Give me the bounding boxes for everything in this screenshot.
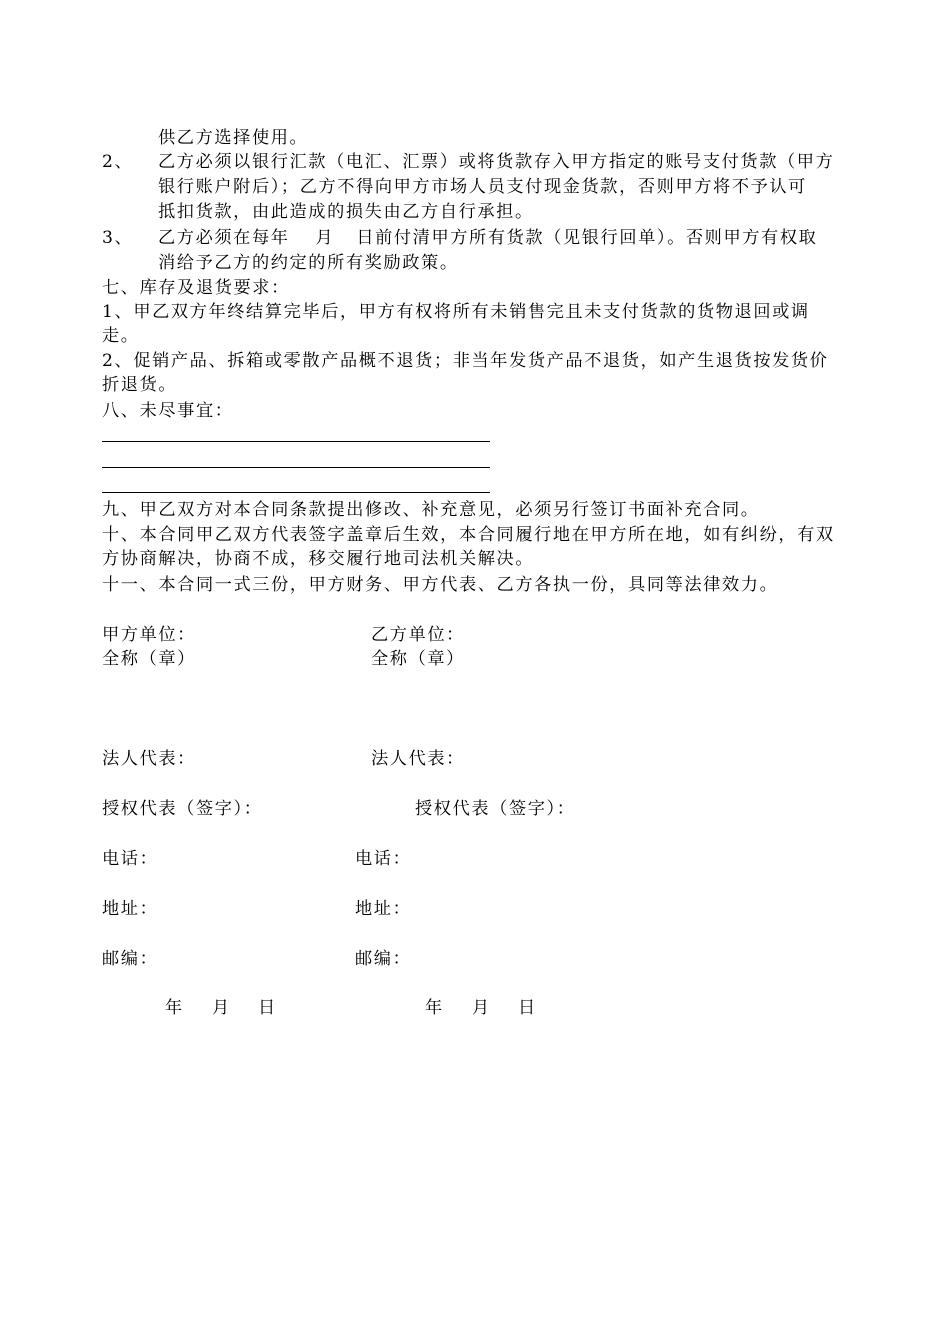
party-a-fullname-label: 全称（章） [102,649,196,669]
party-b-phone-label: 电话： [355,849,412,869]
party-b-date-month: 月 [472,998,491,1018]
party-b-fullname-label: 全称（章） [371,649,465,669]
blank-line-3 [102,492,490,493]
sec6-item3-text-b: 月 [315,228,335,248]
party-b-date-day: 日 [518,998,537,1018]
party-a-postcode-label: 邮编： [102,949,159,969]
party-a-unit-label: 甲方单位： [102,625,196,645]
party-b-auth-rep-label: 授权代表（签字）： [415,799,576,819]
sec6-item3-number: 3、 [102,228,134,248]
party-a-date-month: 月 [212,998,231,1018]
party-b-legal-rep-label: 法人代表： [371,749,465,769]
sec10-line2: 方协商解决，协商不成，移交履行地司法机关解决。 [102,549,535,569]
sec9-text: 九、甲乙双方对本合同条款提出修改、补充意见，必须另行签订书面补充合同。 [102,500,760,520]
sec7-para1-line1: 1、甲乙双方年终结算完毕后，甲方有权将所有未销售完且未支付货款的货物退回或调 [102,302,810,322]
sec7-heading: 七、库存及退货要求： [102,278,290,298]
party-a-phone-label: 电话： [102,849,159,869]
sec7-para2-line2: 折退货。 [102,375,178,395]
sec11-text: 十一、本合同一式三份，甲方财务、甲方代表、乙方各执一份，具同等法律效力。 [102,575,779,595]
sec6-item3-text-c: 日前付清甲方所有货款（见银行回单）。否则甲方有权取 [356,228,818,248]
party-a-date-year: 年 [165,998,184,1018]
sec6-item3-line2: 消给予乙方的约定的所有奖励政策。 [158,253,459,273]
sec6-item2-line3: 抵扣货款，由此造成的损失由乙方自行承担。 [158,202,534,222]
party-b-postcode-label: 邮编： [355,949,412,969]
blank-line-1 [102,441,490,442]
party-b-unit-label: 乙方单位： [371,625,465,645]
party-b-address-label: 地址： [355,899,412,919]
party-a-auth-rep-label: 授权代表（签字）： [102,799,263,819]
party-a-address-label: 地址： [102,899,159,919]
party-b-date-year: 年 [425,998,444,1018]
sec6-item1-tail: 供乙方选择使用。 [158,128,309,148]
sec6-item2-line1: 乙方必须以银行汇款（电汇、汇票）或将货款存入甲方指定的账号支付货款（甲方 [158,152,835,172]
sec6-item3-text-a: 乙方必须在每年 [158,228,290,248]
blank-line-2 [102,467,490,468]
sec7-para2-line1: 2、促销产品、拆箱或零散产品概不退货；非当年发货产品不退货，如产生退货按发货价 [102,351,829,371]
party-a-legal-rep-label: 法人代表： [102,749,196,769]
sec6-item2-number: 2、 [102,152,134,172]
party-a-date-day: 日 [258,998,277,1018]
sec6-item2-line2: 银行账户附后）；乙方不得向甲方市场人员支付现金货款，否则甲方将不予认可 [158,177,807,197]
sec7-para1-line2: 走。 [102,326,140,346]
sec6-item3-line1 [158,226,817,250]
sec10-line1: 十、本合同甲乙双方代表签字盖章后生效，本合同履行地在甲方所在地，如有纠纷，有双 [102,525,835,545]
sec8-heading: 八、未尽事宜： [102,401,234,421]
